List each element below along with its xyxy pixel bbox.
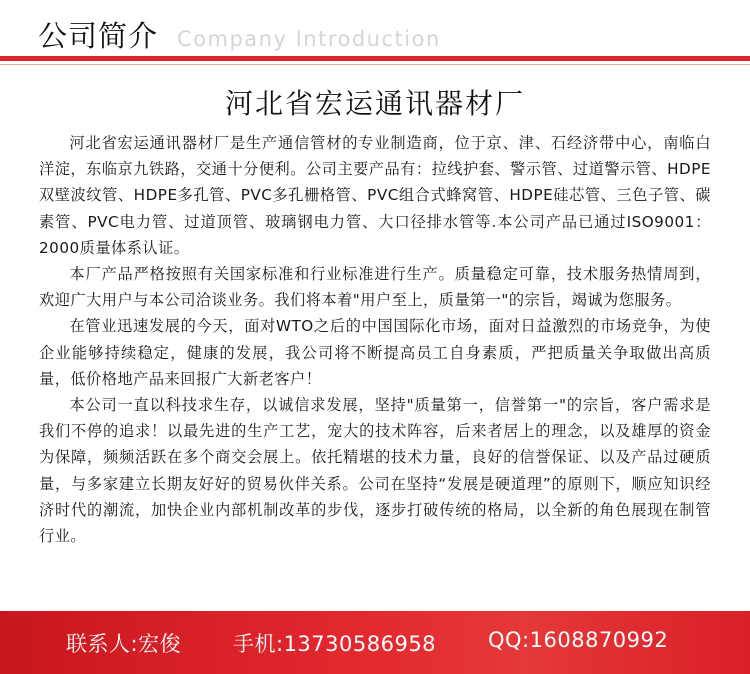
intro-paragraph-1: 河北省宏运通讯器材厂是生产通信管材的专业制造商，位于京、津、石经济带中心，南临白洋淀，东临京九铁路，交通十分便利。公司主要产品有：拉线护套、警示管、过道警示管、HDPE双壁波纹管、HDPE多孔管、PVC多孔栅格管、PVC组合式蜂窝管、HDPE硅芯管、三色子管、碳素管、PVC电力管、过道顶管、玻璃钢电力管、大口径排水管等.本公司产品已通过ISO9001：2000质量体系认证。 (39, 134, 711, 257)
contact-person: 联系人:宏俊 (66, 632, 182, 656)
section-title: 公司简介 (38, 19, 159, 53)
company-name-heading: 河北省宏运通讯器材厂 (224, 87, 525, 120)
section-header (0, 0, 750, 62)
intro-paragraph-2: 本厂产品严格按照有关国家标准和行业标准进行生产。质量稳定可靠，技术服务热情周到，欢迎广大用户与本公司洽谈业务。我们将本着"用户至上，质量第一"的宗旨，竭诚为您服务。 (39, 265, 711, 310)
intro-paragraph-4: 本公司一直以科技求生存，以诚信求发展，坚持"质量第一，信誉第一"的宗旨，客户需求是我们不停的追求！以最先进的生产工艺，宠大的技术阵容，后来者居上的理念，以及雄厚的资金为保障，频频活跃在多个商交会展上。依托精堪的技术力量，良好的信誉保证、以及产品过硬质量，与多家建立长期友好好的贸易伙伴关系。公司在坚持“发展是硬道理”的原则下，顺应知识经济时代的潮流，加快企业内部机制改革的步伐，逐步打破传统的格局，以全新的角色展现在制管行业。 (39, 396, 711, 546)
section-subtitle: Company Introduction (177, 27, 441, 51)
contact-qq: QQ:1608870992 (488, 628, 669, 652)
intro-body (39, 130, 711, 549)
header-divider-thin (0, 64, 750, 65)
header-divider-thick (0, 56, 750, 61)
contact-phone: 手机:13730586958 (233, 632, 437, 656)
contact-footer-bar (0, 611, 750, 674)
intro-paragraph-3: 在管业迅速发展的今天，面对WTO之后的中国国际化市场，面对日益激烈的市场竞争，为使企业能够持续稳定，健康的发展，我公司将不断提高员工自身素质，严把质量关争取做出高质量，低价格地产品来回报广大新老客户！ (39, 317, 711, 388)
